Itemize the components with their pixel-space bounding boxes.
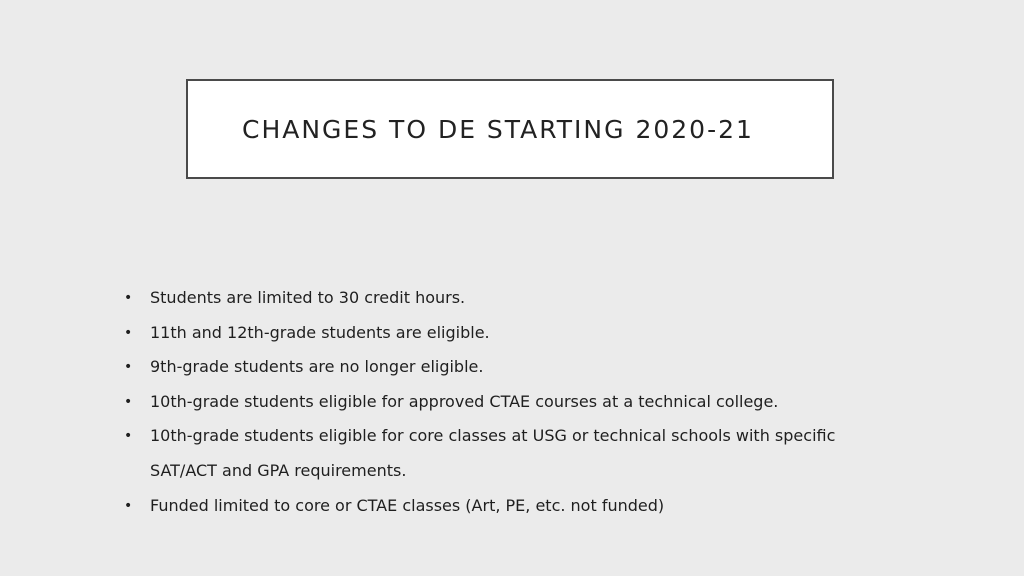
bullet-text: 9th-grade students are no longer eligible. (150, 357, 484, 377)
bullet-icon: • (124, 324, 133, 341)
bullet-item (124, 316, 884, 351)
bullet-text: 10th-grade students eligible for core classes at USG or technical schools with specific SAT/ACT and GPA requirements. (150, 426, 836, 480)
bullet-icon: • (124, 497, 133, 514)
slide-title: CHANGES TO DE STARTING 2020-21 (242, 114, 754, 144)
bullet-list (124, 281, 884, 523)
bullet-icon: • (124, 290, 133, 306)
bullet-item (124, 281, 884, 316)
bullet-icon: • (124, 428, 133, 445)
bullet-item (124, 419, 884, 488)
bullet-icon: • (124, 359, 133, 376)
bullet-item (124, 350, 884, 385)
bullet-icon: • (124, 393, 133, 410)
title-box (186, 79, 834, 179)
bullet-item (124, 385, 884, 420)
bullet-text: 10th-grade students eligible for approved CTAE courses at a technical college. (150, 391, 779, 411)
bullet-item (124, 489, 884, 524)
bullet-text: 11th and 12th-grade students are eligible. (150, 322, 490, 342)
bullet-text: Funded limited to core or CTAE classes (Art, PE, etc. not funded) (150, 495, 665, 515)
bullet-text: Students are limited to 30 credit hours. (150, 288, 466, 307)
